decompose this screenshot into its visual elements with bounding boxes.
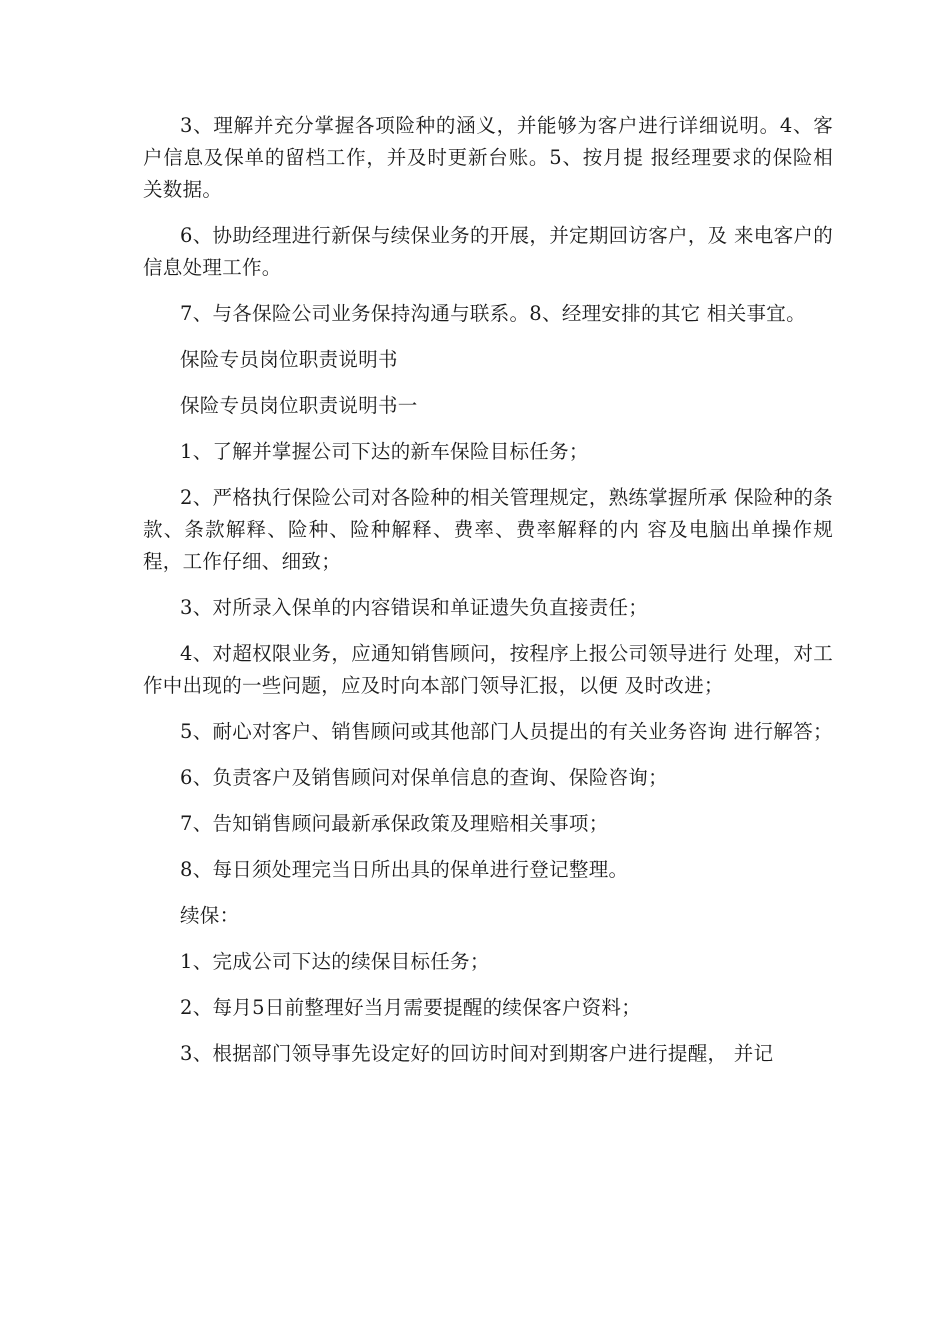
- list-item: 1、完成公司下达的续保目标任务；: [180, 950, 490, 973]
- list-item: 2、每月5日前整理好当月需要提醒的续保客户资料；: [180, 996, 642, 1019]
- list-item: 7、告知销售顾问最新承保政策及理赔相关事项；: [180, 812, 609, 835]
- paragraph-duty-6: 6、协助经理进行新保与续保业务的开展，并定期回访客户，及 来电客户的信息处理工作。: [143, 224, 833, 279]
- section-heading: 保险专员岗位职责说明书: [180, 348, 398, 371]
- document-body: [143, 110, 833, 1070]
- list-item: 6、负责客户及销售顾问对保单信息的查询、保险咨询；: [180, 766, 668, 789]
- list-item: 5、耐心对客户、销售顾问或其他部门人员提出的有关业务咨询 进行解答；: [180, 720, 833, 743]
- subsection-heading: 保险专员岗位职责说明书一: [180, 394, 418, 417]
- paragraph-duties-7-8: 7、与各保险公司业务保持沟通与联系。8、经理安排的其它 相关事宜。: [180, 302, 806, 325]
- paragraph-duties-3-5: 3、理解并充分掌握各项险种的涵义，并能够为客户进行详细说明。4、客户信息及保单的留档工作，并及时更新台账。5、按月提 报经理要求的保险相关数据。: [143, 114, 833, 201]
- list-item: 3、对所录入保单的内容错误和单证遗失负直接责任；: [180, 596, 649, 619]
- list-item: 2、严格执行保险公司对各险种的相关管理规定，熟练掌握所承 保险种的条款、条款解释、险种、险种解释、费率、费率解释的内 容及电脑出单操作规程，工作仔细、细致；: [143, 486, 833, 573]
- renewal-heading: 续保：: [180, 904, 240, 927]
- list-item: 4、对超权限业务，应通知销售顾问，按程序上报公司领导进行 处理，对工作中出现的一些问题，应及时向本部门领导汇报，以便 及时改进；: [143, 642, 833, 697]
- list-item: 3、根据部门领导事先设定好的回访时间对到期客户进行提醒， 并记: [180, 1042, 774, 1065]
- list-item: 8、每日须处理完当日所出具的保单进行登记整理。: [180, 858, 629, 881]
- list-item: 1、了解并掌握公司下达的新车保险目标任务；: [180, 440, 589, 463]
